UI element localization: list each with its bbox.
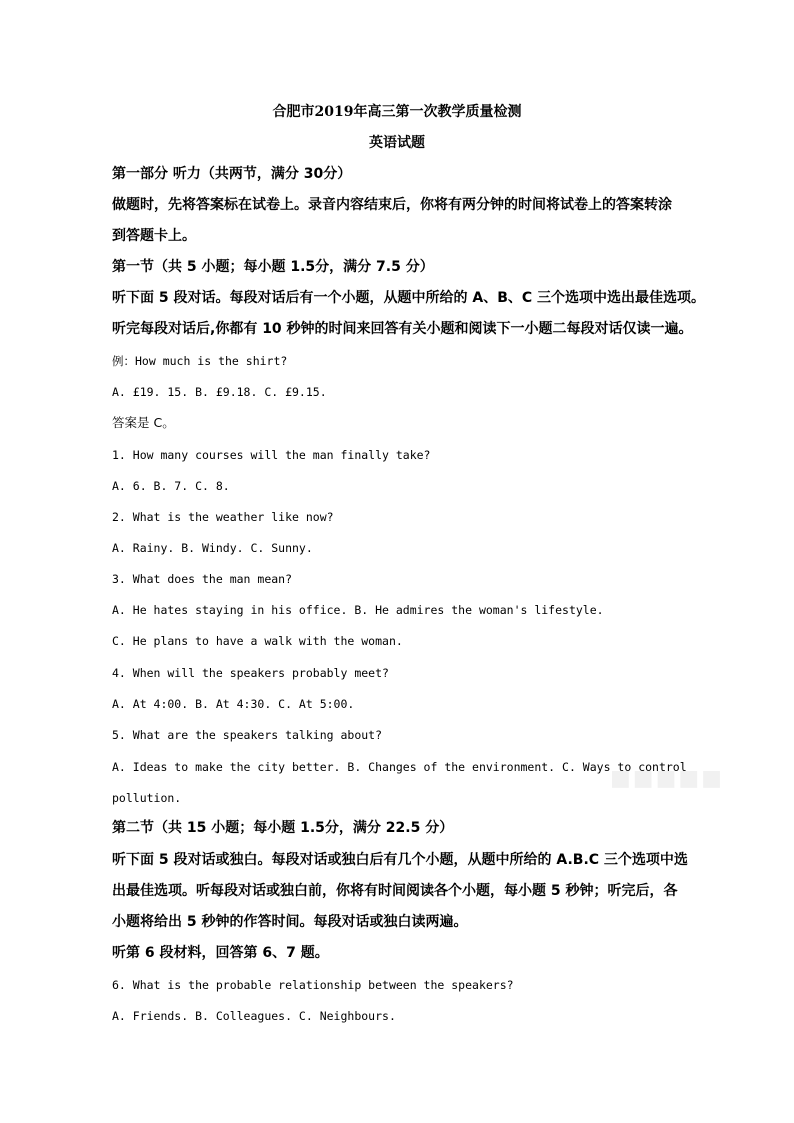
question-4: 4. When will the speakers probably meet? [112,666,389,680]
part1-instructions-line-1: 做题时，先将答案标在试卷上。录音内容结束后，你将有两分钟的时间将试卷上的答案转涂 [112,197,672,213]
section1-heading: 第一节（共 5 小题；每小题 1.5分，满分 7.5 分） [112,259,434,275]
question-1-options: A. 6. B. 7. C. 8. [112,479,230,493]
material-6-heading: 听第 6 段材料，回答第 6、7 题。 [112,945,329,961]
example-answer: 答案是 C。 [112,415,175,430]
section1-instructions-line-1: 听下面 5 段对话。每段对话后有一个小题，从题中所给的 A、B、C 三个选项中选出最佳选项。 [112,290,706,306]
question-6-options: A. Friends. B. Colleagues. C. Neighbours. [112,1009,396,1023]
section1-instructions-line-2: 听完每段对话后,你都有 10 秒钟的时间来回答有关小题和阅读下一小题二每段对话仅读一遍。 [112,321,693,337]
question-2: 2. What is the weather like now? [112,510,334,524]
part1-heading: 第一部分 听力（共两节，满分 30分） [112,166,352,182]
section2-instructions-line-2: 出最佳选项。听每段对话或独白前，你将有时间阅读各个小题，每小题 5 秒钟；听完后，各 [112,883,678,899]
question-3-options-ab: A. He hates staying in his office. B. He admires the woman's lifestyle. [112,603,604,617]
section2-instructions-line-3: 小题将给出 5 秒钟的作答时间。每段对话或独白读两遍。 [112,914,468,930]
exam-subtitle: 英语试题 [369,135,425,151]
exam-title: 合肥市2019年高三第一次教学质量检测 [272,104,522,120]
question-6: 6. What is the probable relationship between the speakers? [112,978,514,992]
question-5: 5. What are the speakers talking about? [112,728,383,742]
question-4-options: A. At 4:00. B. At 4:30. C. At 5:00. [112,697,355,711]
question-1: 1. How many courses will the man finally take? [112,448,431,462]
section2-heading: 第二节（共 15 小题；每小题 1.5分，满分 22.5 分） [112,820,454,836]
question-3: 3. What does the man mean? [112,572,293,586]
question-2-options: A. Rainy. B. Windy. C. Sunny. [112,541,313,555]
example-question: 例：How much is the shirt? [112,354,288,368]
question-3-options-c: C. He plans to have a walk with the woman. [112,634,403,648]
question-5-options-line-2: pollution. [112,791,182,805]
question-5-options-line-1: A. Ideas to make the city better. B. Changes of the environment. C. Ways to control [112,760,687,774]
watermark-logo: ■■■■■ [610,766,724,791]
example-options: A. £19. 15. B. £9.18. C. £9.15. [112,385,327,399]
section2-instructions-line-1: 听下面 5 段对话或独白。每段对话或独白后有几个小题，从题中所给的 A.B.C 三个选项中选 [112,852,688,868]
part1-instructions-line-2: 到答题卡上。 [112,228,196,244]
